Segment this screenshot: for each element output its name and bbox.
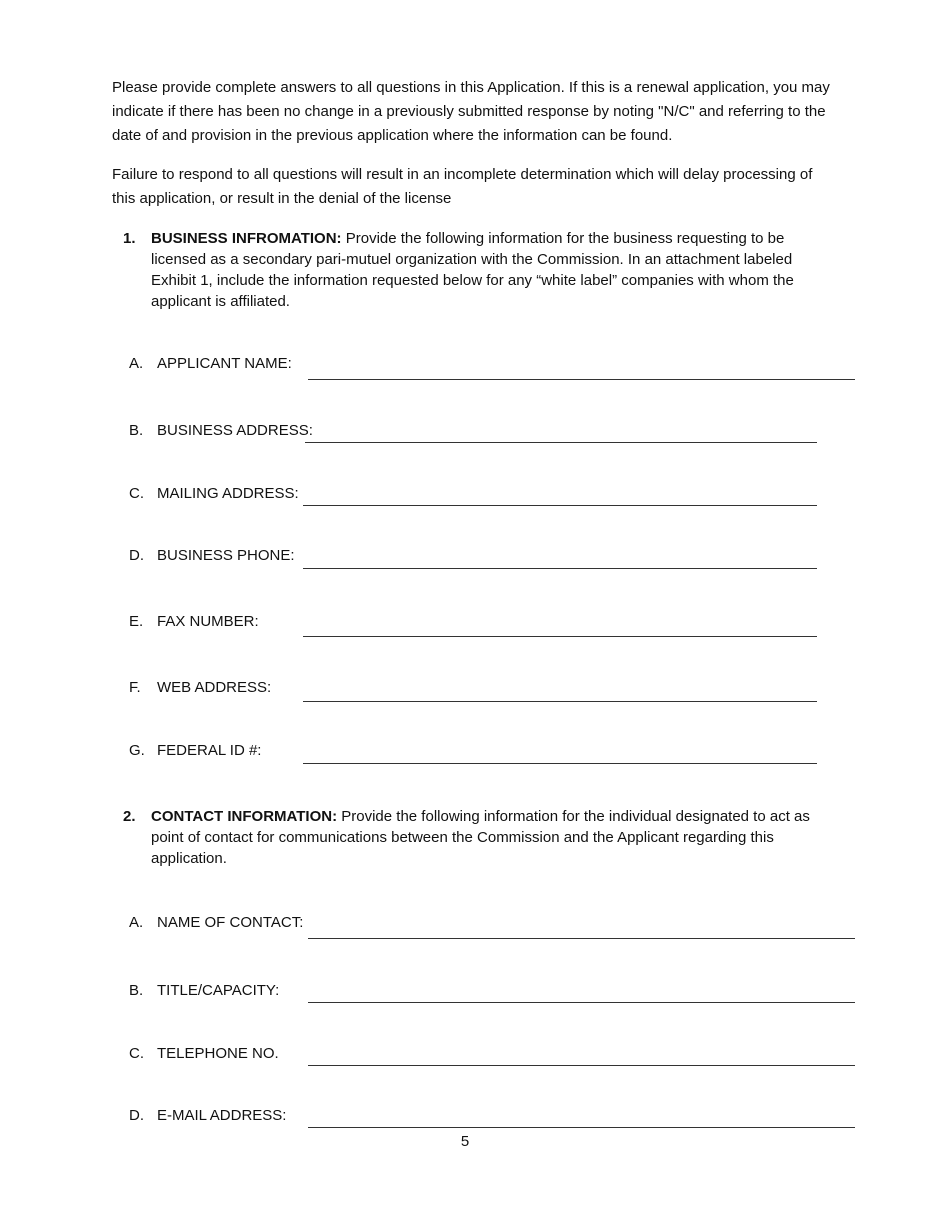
field-business-phone	[0, 547, 950, 571]
section-2-number: 2.	[123, 808, 136, 825]
federal-id-input-line[interactable]	[303, 763, 817, 764]
field-email-address	[0, 1107, 950, 1131]
intro-paragraph-1: Please provide complete answers to all questions in this Application. If this is a renewal application, you may indicate if there has been no change in a previously submitted response by noting "N/C" and referring to the date of and provision in the previous application where the information can be found.	[112, 79, 830, 144]
title-capacity-input-line[interactable]	[308, 1002, 855, 1003]
intro-paragraph-2: Failure to respond to all questions will result in an incomplete determination which will delay processing of this application, or result in the denial of the license	[112, 166, 813, 207]
field-federal-id	[0, 742, 950, 766]
field-label: APPLICANT NAME:	[157, 355, 292, 372]
field-letter: C.	[129, 1045, 144, 1062]
field-letter: G.	[129, 742, 145, 759]
section-1-number: 1.	[123, 230, 136, 247]
section-1-heading: BUSINESS INFROMATION:	[151, 230, 342, 247]
field-label: BUSINESS PHONE:	[157, 547, 295, 564]
field-label: TELEPHONE NO.	[157, 1045, 279, 1062]
field-label: WEB ADDRESS:	[157, 679, 272, 696]
section-2-instructions	[123, 806, 813, 869]
field-business-address	[0, 422, 950, 446]
field-mailing-address	[0, 485, 950, 509]
business-phone-input-line[interactable]	[303, 568, 817, 569]
field-letter: C.	[129, 485, 144, 502]
field-letter: E.	[129, 613, 144, 630]
section-1-text: Provide the following information for the business requesting to be licensed as a secondary pari-mutuel organization with the Commission. In an attachment labeled Exhibit 1, include the information requested below for any “white label” companies with whom the applicant is affiliated.	[151, 230, 794, 310]
field-label: BUSINESS ADDRESS:	[157, 422, 313, 439]
field-label: NAME OF CONTACT:	[157, 914, 304, 931]
field-applicant-name	[0, 355, 950, 379]
applicant-name-input-line[interactable]	[308, 379, 855, 380]
field-label: FAX NUMBER:	[157, 613, 259, 630]
page-number: 5	[460, 1133, 470, 1150]
field-label: TITLE/CAPACITY:	[157, 982, 280, 999]
fax-number-input-line[interactable]	[303, 636, 817, 637]
field-letter: B.	[129, 422, 144, 439]
field-name-of-contact	[0, 914, 950, 938]
business-address-input-line[interactable]	[305, 442, 817, 443]
field-label: FEDERAL ID #:	[157, 742, 262, 759]
contact-name-input-line[interactable]	[308, 938, 855, 939]
field-letter: A.	[129, 914, 144, 931]
field-letter: B.	[129, 982, 144, 999]
field-letter: D.	[129, 1107, 144, 1124]
field-label: E-MAIL ADDRESS:	[157, 1107, 287, 1124]
field-label: MAILING ADDRESS:	[157, 485, 299, 502]
field-telephone-no	[0, 1045, 950, 1069]
email-input-line[interactable]	[308, 1127, 855, 1128]
web-address-input-line[interactable]	[303, 701, 817, 702]
field-title-capacity	[0, 982, 950, 1006]
section-2-text: Provide the following information for the individual designated to act as point of contact for communications between the Commission and the Applicant regarding this application.	[151, 808, 810, 867]
telephone-input-line[interactable]	[308, 1065, 855, 1066]
field-web-address	[0, 679, 950, 703]
field-fax-number	[0, 613, 950, 637]
field-letter: A.	[129, 355, 144, 372]
field-letter: D.	[129, 547, 144, 564]
mailing-address-input-line[interactable]	[303, 505, 817, 506]
section-2-heading: CONTACT INFORMATION:	[151, 808, 338, 825]
section-1-instructions	[123, 228, 803, 312]
field-letter: F.	[129, 679, 141, 696]
